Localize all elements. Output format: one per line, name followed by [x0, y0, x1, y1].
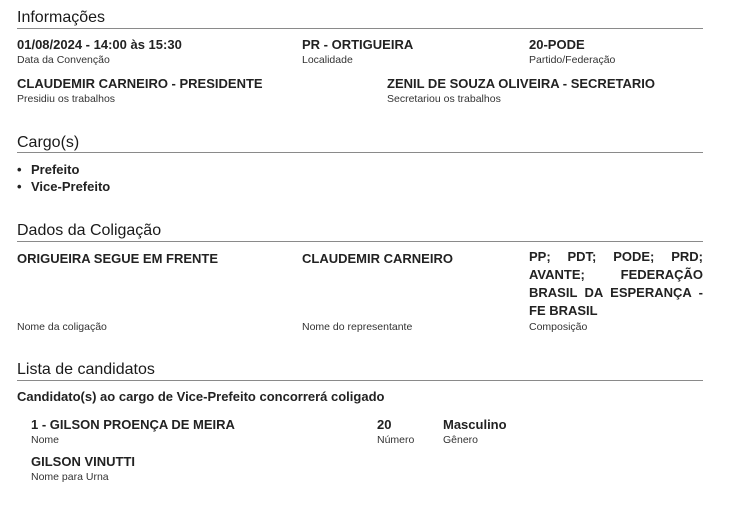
locality-label: Localidade: [302, 54, 353, 66]
composition-value: PP; PDT; PODE; PRD; AVANTE; FEDERAÇÃO BRASIL DA ESPERANÇA - FE BRASIL: [529, 249, 703, 318]
president-label: Presidiu os trabalhos: [17, 93, 116, 105]
coalition-name-value: ORIGUEIRA SEGUE EM FRENTE: [17, 251, 219, 266]
section-heading-informacoes: Informações: [17, 9, 106, 26]
secretary-value: ZENIL DE SOUZA OLIVEIRA - SECRETARIO: [387, 76, 655, 91]
divider: [17, 28, 703, 29]
section-heading-cargos: Cargo(s): [17, 134, 80, 151]
candidate-name-value: 1 - GILSON PROENÇA DE MEIRA: [31, 417, 235, 432]
convention-date-value: 01/08/2024 - 14:00 às 15:30: [17, 37, 182, 52]
locality-value: PR - ORTIGUEIRA: [302, 37, 414, 52]
ballot-name-value: GILSON VINUTTI: [31, 454, 135, 469]
convention-date-label: Data da Convenção: [17, 54, 110, 66]
candidate-name-label: Nome: [31, 434, 60, 446]
divider: [17, 380, 703, 381]
candidates-subheading: Candidato(s) ao cargo de Vice-Prefeito concorrerá coligado: [17, 389, 385, 404]
section-heading-coligacao: Dados da Coligação: [17, 222, 162, 239]
ballot-name-label: Nome para Urna: [31, 471, 109, 483]
candidate-gender-label: Gênero: [443, 434, 479, 446]
party-label: Partido/Federação: [529, 54, 616, 66]
party-value: 20-PODE: [529, 37, 585, 52]
divider: [17, 152, 703, 153]
candidate-number-value: 20: [377, 417, 392, 432]
cargo-item: • Vice-Prefeito: [31, 179, 110, 194]
representative-label: Nome do representante: [302, 321, 413, 333]
composition-label: Composição: [529, 321, 588, 333]
candidate-gender-value: Masculino: [443, 417, 507, 432]
coalition-name-label: Nome da coligação: [17, 321, 107, 333]
divider: [17, 241, 703, 242]
representative-value: CLAUDEMIR CARNEIRO: [302, 251, 453, 266]
candidate-number-label: Número: [377, 434, 415, 446]
secretary-label: Secretariou os trabalhos: [387, 93, 501, 105]
section-heading-candidatos: Lista de candidatos: [17, 361, 155, 378]
president-value: CLAUDEMIR CARNEIRO - PRESIDENTE: [17, 76, 263, 91]
cargo-item: • Prefeito: [31, 162, 79, 177]
